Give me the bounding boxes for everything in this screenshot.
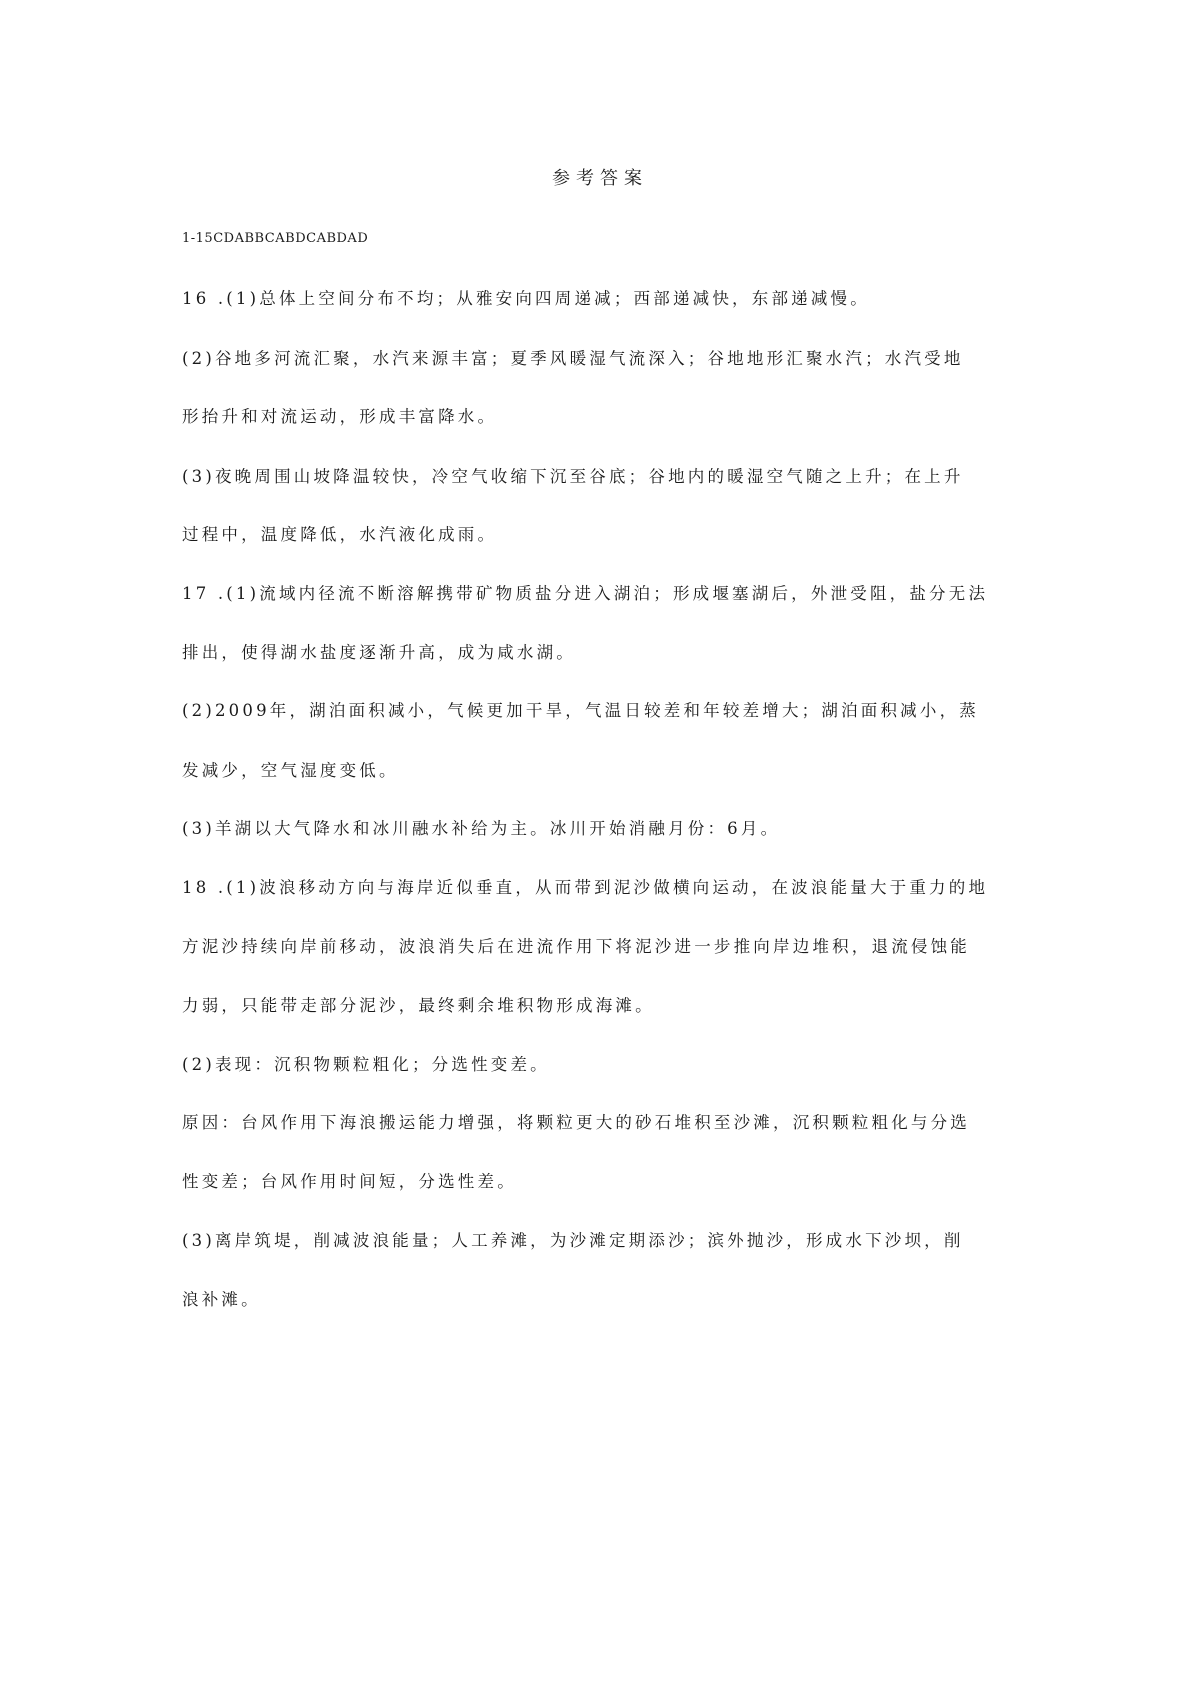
q16-part3-line-cont: 过程中，温度降低，水汽液化成雨。	[182, 525, 498, 544]
answer-key-line: 1-15CDABBCABDCABDAD	[182, 231, 369, 246]
page-title: 参考答案	[552, 168, 648, 189]
q17-part1-line: 17 .(1)流域内径流不断溶解携带矿物质盐分进入湖泊；形成堰塞湖后，外泄受阻，盐分无法	[182, 584, 989, 603]
q17-part2-line-cont: 发减少，空气湿度变低。	[182, 761, 399, 780]
q16-part2-line: (2)谷地多河流汇聚，水汽来源丰富；夏季风暖湿气流深入；谷地地形汇聚水汽；水汽受地	[182, 349, 964, 368]
q18-part3-line-cont: 浪补滩。	[182, 1290, 261, 1309]
q16-part3-line: (3)夜晚周围山坡降温较快，冷空气收缩下沉至谷底；谷地内的暖湿空气随之上升；在上升	[182, 467, 964, 486]
q18-part1-line: 18 .(1)波浪移动方向与海岸近似垂直，从而带到泥沙做横向运动，在波浪能量大于重力的地	[182, 878, 989, 897]
q18-part2-reason-line: 原因：台风作用下海浪搬运能力增强，将颗粒更大的砂石堆积至沙滩，沉积颗粒粗化与分选	[182, 1113, 970, 1132]
q18-part1-line-cont: 方泥沙持续向岸前移动，波浪消失后在进流作用下将泥沙进一步推向岸边堆积，退流侵蚀能	[182, 937, 970, 956]
q18-part1-line-cont2: 力弱，只能带走部分泥沙，最终剩余堆积物形成海滩。	[182, 996, 655, 1015]
q18-part3-line: (3)离岸筑堤，削减波浪能量；人工养滩，为沙滩定期添沙；滨外抛沙，形成水下沙坝，削	[182, 1231, 964, 1250]
q18-part2-line: (2)表现：沉积物颗粒粗化；分选性变差。	[182, 1055, 550, 1074]
q17-part1-line-cont: 排出，使得湖水盐度逐渐升高，成为咸水湖。	[182, 643, 576, 662]
q17-part3-line: (3)羊湖以大气降水和冰川融水补给为主。冰川开始消融月份：6月。	[182, 819, 781, 838]
q16-part2-line-cont: 形抬升和对流运动，形成丰富降水。	[182, 407, 498, 426]
q18-part2-reason-line-cont: 性变差；台风作用时间短，分选性差。	[182, 1172, 517, 1191]
q17-part2-line: (2)2009年，湖泊面积减小，气候更加干旱，气温日较差和年较差增大；湖泊面积减小，蒸	[182, 701, 979, 720]
q16-part1-line: 16 .(1)总体上空间分布不均；从雅安向四周递减；西部递减快，东部递减慢。	[182, 289, 870, 308]
